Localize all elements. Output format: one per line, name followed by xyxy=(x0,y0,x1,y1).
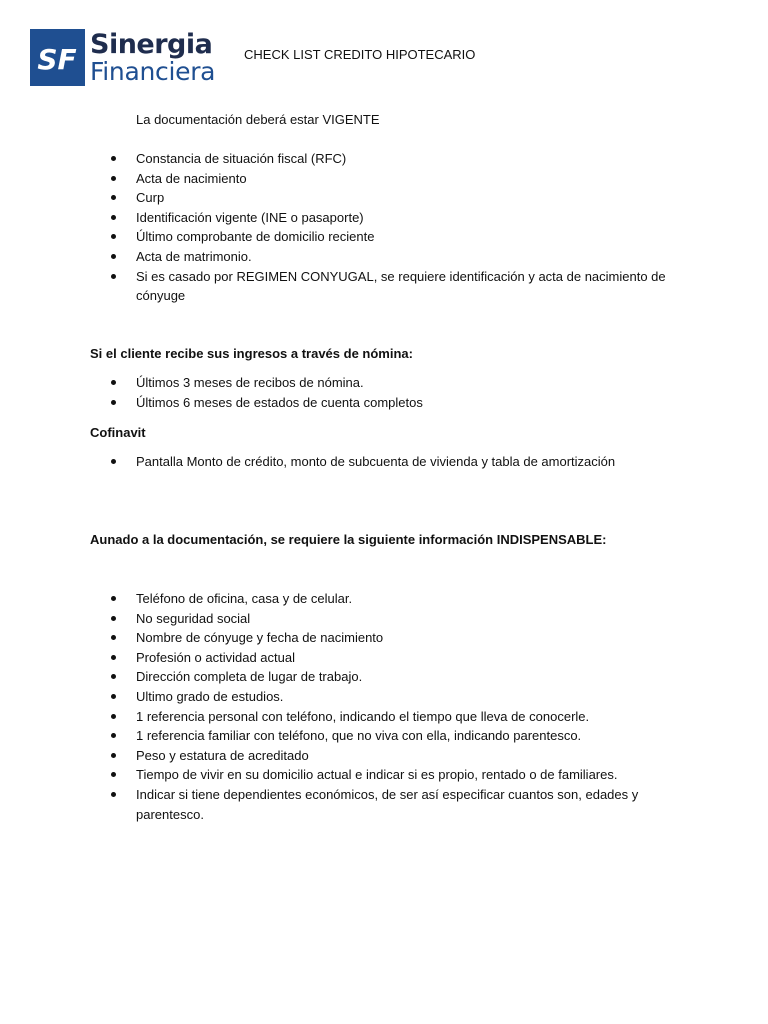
list-item: Acta de nacimiento xyxy=(90,169,690,189)
list-item: 1 referencia personal con teléfono, indicando el tiempo que lleva de conocerle. xyxy=(90,707,690,727)
list-item: Peso y estatura de acreditado xyxy=(90,746,690,766)
required-info-list xyxy=(90,589,690,824)
list-item: Nombre de cónyuge y fecha de nacimiento xyxy=(90,628,690,648)
list-item: Dirección completa de lugar de trabajo. xyxy=(90,667,690,687)
list-item: Acta de matrimonio. xyxy=(90,247,690,267)
logo-word-sinergia: Sinergia xyxy=(90,29,213,60)
validity-note: La documentación deberá estar VIGENTE xyxy=(136,112,380,127)
list-item: Constancia de situación fiscal (RFC) xyxy=(90,149,690,169)
sinergia-financiera-logo xyxy=(30,29,240,89)
list-item: Últimos 3 meses de recibos de nómina. xyxy=(90,373,690,393)
cofinavit-list xyxy=(90,452,690,472)
list-item: Curp xyxy=(90,188,690,208)
logo-word-financiera: Financiera xyxy=(90,57,216,86)
list-item: Pantalla Monto de crédito, monto de subcuenta de vivienda y tabla de amortización xyxy=(90,452,690,472)
payroll-list xyxy=(90,373,690,412)
list-item: 1 referencia familiar con teléfono, que no viva con ella, indicando parentesco. xyxy=(90,726,690,746)
list-item: Teléfono de oficina, casa y de celular. xyxy=(90,589,690,609)
list-item: Indicar si tiene dependientes económicos, de ser así especificar cuantos son, edades y parentesco. xyxy=(90,785,690,824)
list-item: Profesión o actividad actual xyxy=(90,648,690,668)
cofinavit-heading: Cofinavit xyxy=(90,425,146,440)
logo-mark-text: SF xyxy=(37,43,77,76)
list-item: Últimos 6 meses de estados de cuenta completos xyxy=(90,393,690,413)
list-item: Si es casado por REGIMEN CONYUGAL, se requiere identificación y acta de nacimiento de cónyuge xyxy=(90,267,690,306)
sf-logo-mark-icon xyxy=(30,29,85,86)
list-item: Ultimo grado de estudios. xyxy=(90,687,690,707)
payroll-heading: Si el cliente recibe sus ingresos a través de nómina: xyxy=(90,346,413,361)
list-item: Último comprobante de domicilio reciente xyxy=(90,227,690,247)
documents-list xyxy=(90,149,690,306)
required-info-heading: Aunado a la documentación, se requiere la siguiente información INDISPENSABLE: xyxy=(90,532,607,547)
list-item: Tiempo de vivir en su domicilio actual e indicar si es propio, rentado o de familiares. xyxy=(90,765,690,785)
page-title: CHECK LIST CREDITO HIPOTECARIO xyxy=(244,47,476,62)
list-item: No seguridad social xyxy=(90,609,690,629)
list-item: Identificación vigente (INE o pasaporte) xyxy=(90,208,690,228)
